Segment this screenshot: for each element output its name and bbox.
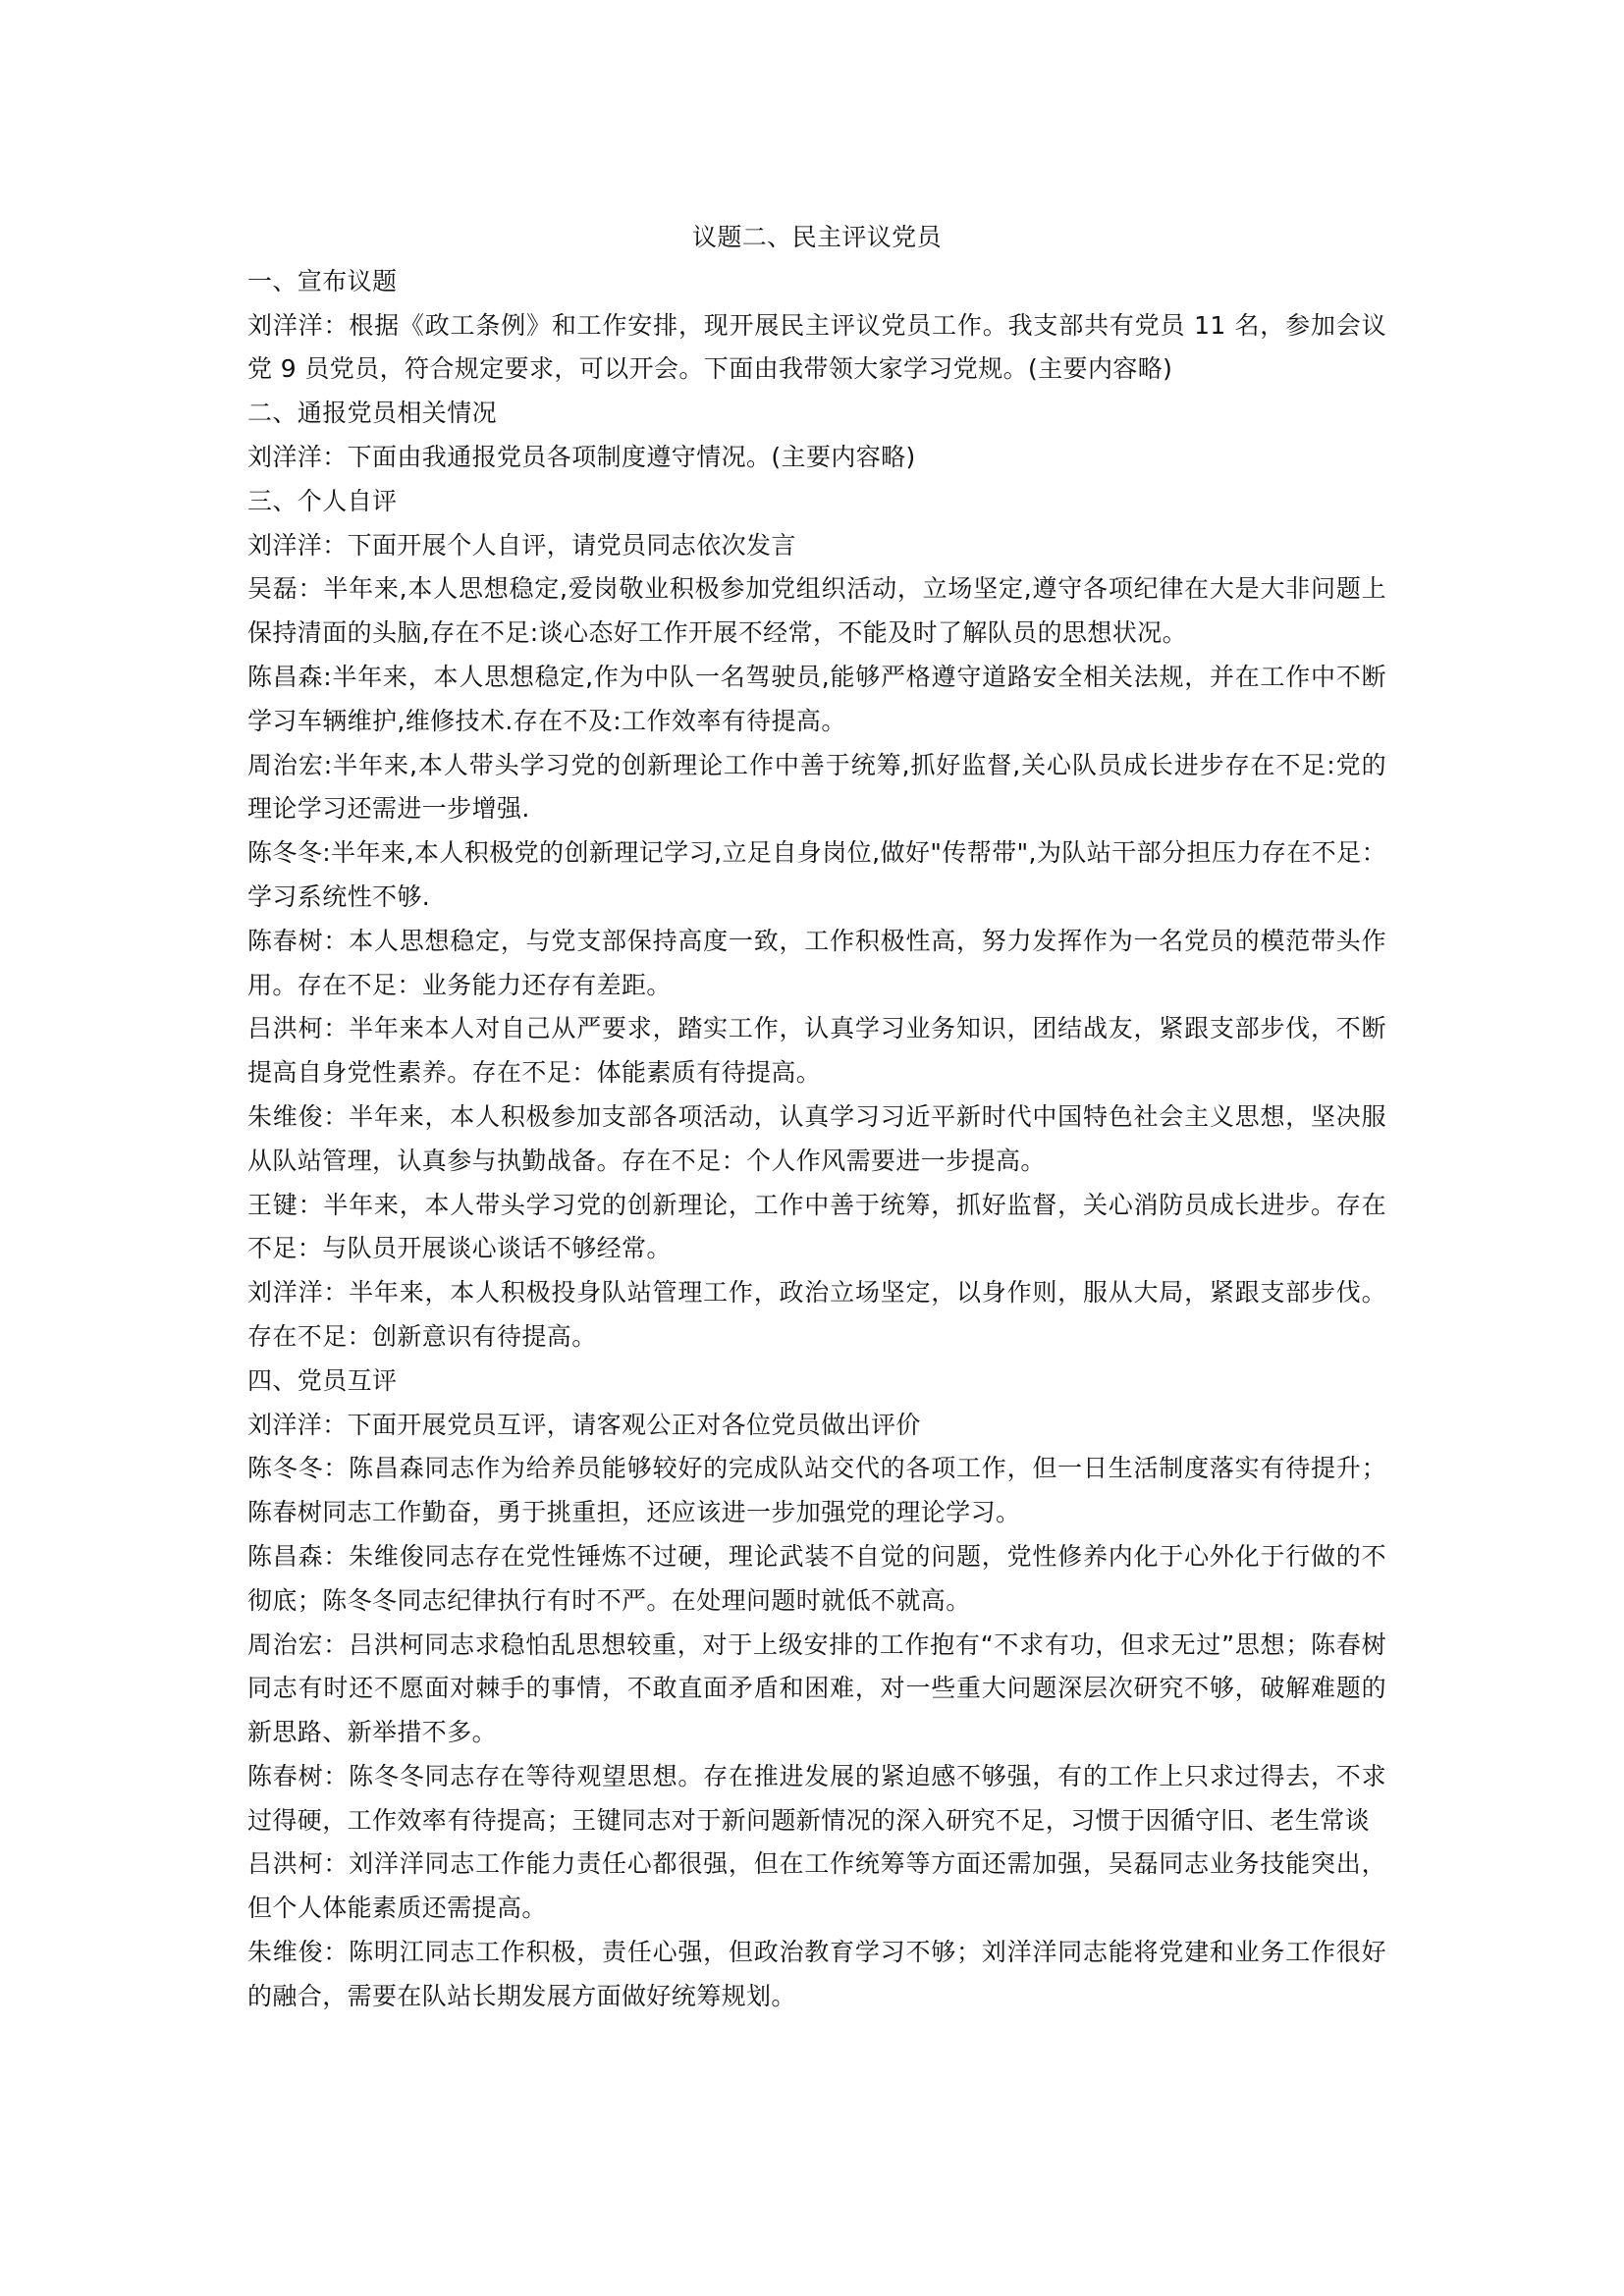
paragraph: 陈春树：本人思想稳定，与党支部保持高度一致，工作积极性高，努力发挥作为一名党员的模范带头作用。存在不足：业务能力还存有差距。 xyxy=(247,926,1386,999)
paragraph: 陈冬冬:半年来,本人积极党的创新理记学习,立足自身岗位,做好"传帮带",为队站干部分担压力存在不足：学习系统性不够. xyxy=(247,838,1386,911)
paragraph: 陈春树：陈冬冬同志存在等待观望思想。存在推进发展的紧迫感不够强，有的工作上只求过得去，不求过得硬，工作效率有待提高；王键同志对于新问题新情况的深入研究不足，习惯于因循守旧、老生常谈 xyxy=(247,1761,1386,1835)
page-title: 议题二、民主评议党员 xyxy=(691,223,942,251)
paragraph: 吕洪柯：刘洋洋同志工作能力责任心都很强，但在工作统筹等方面还需加强，吴磊同志业务技能突出，但个人体能素质还需提高。 xyxy=(247,1849,1386,1923)
document-body xyxy=(247,216,1386,2019)
section-heading-2: 二、通报党员相关情况 xyxy=(247,399,498,428)
paragraph: 吴磊：半年来,本人思想稳定,爱岗敬业积极参加党组织活动，立场坚定,遵守各项纪律在大是大非问题上保持清面的头脑,存在不足:谈心态好工作开展不经常，不能及时了解队员的思想状况。 xyxy=(247,574,1386,648)
section-heading-4: 四、党员互评 xyxy=(247,1365,398,1395)
paragraph: 陈昌森：朱维俊同志存在党性锤炼不过硬，理论武装不自觉的问题，党性修养内化于心外化于行做的不彻底；陈冬冬同志纪律执行有时不严。在处理问题时就低不就高。 xyxy=(247,1541,1386,1615)
paragraph: 周治宏:半年来,本人带头学习党的创新理论工作中善于统筹,抓好监督,关心队员成长进步存在不足:党的理论学习还需进一步增强. xyxy=(247,750,1386,824)
paragraph: 王键：半年来，本人带头学习党的创新理论，工作中善于统筹，抓好监督，关心消防员成长进步。存在不足：与队员开展谈心谈话不够经常。 xyxy=(247,1190,1386,1263)
paragraph: 朱维俊：陈明江同志工作积极，责任心强，但政治教育学习不够；刘洋洋同志能将党建和业务工作很好的融合，需要在队站长期发展方面做好统筹规划。 xyxy=(247,1938,1386,2010)
section-heading-1: 一、宣布议题 xyxy=(247,266,398,295)
paragraph: 周治宏：吕洪柯同志求稳怕乱思想较重，对于上级安排的工作抱有“不求有功，但求无过”思想；陈春树同志有时还不愿面对棘手的事情，不敢直面矛盾和困难，对一些重大问题深层次研究不够，破解难题的新思路、新举措不多。 xyxy=(247,1629,1386,1747)
paragraph: 陈冬冬：陈昌森同志作为给养员能够较好的完成队站交代的各项工作，但一日生活制度落实有待提升；陈春树同志工作勤奋，勇于挑重担，还应该进一步加强党的理论学习。 xyxy=(247,1454,1386,1527)
paragraph: 陈昌森:半年来，本人思想稳定,作为中队一名驾驶员,能够严格遵守道路安全相关法规，并在工作中不断学习车辆维护,维修技术.存在不及:工作效率有待提高。 xyxy=(247,662,1386,735)
paragraph: 刘洋洋：半年来，本人积极投身队站管理工作，政治立场坚定，以身作则，服从大局，紧跟支部步伐。存在不足：创新意识有待提高。 xyxy=(247,1278,1386,1351)
paragraph: 吕洪柯：半年来本人对自己从严要求，踏实工作，认真学习业务知识，团结战友，紧跟支部步伐，不断提高自身党性素养。存在不足：体能素质有待提高。 xyxy=(247,1014,1386,1088)
paragraph: 刘洋洋：下面开展党员互评，请客观公正对各位党员做出评价 xyxy=(247,1410,921,1439)
paragraph: 刘洋洋：下面由我通报党员各项制度遵守情况。(主要内容略) xyxy=(247,442,916,471)
paragraph: 朱维俊：半年来，本人积极参加支部各项活动，认真学习习近平新时代中国特色社会主义思想，坚决服从队站管理，认真参与执勤战备。存在不足：个人作风需要进一步提高。 xyxy=(247,1101,1386,1175)
section-heading-3: 三、个人自评 xyxy=(247,486,398,515)
paragraph: 刘洋洋：根据《政工条例》和工作安排，现开展民主评议党员工作。我支部共有党员 11 名，参加会议党 9 员党员，符合规定要求，可以开会。下面由我带领大家学习党规。(主要内容略) xyxy=(247,310,1386,384)
paragraph: 刘洋洋：下面开展个人自评，请党员同志依次发言 xyxy=(247,530,796,560)
